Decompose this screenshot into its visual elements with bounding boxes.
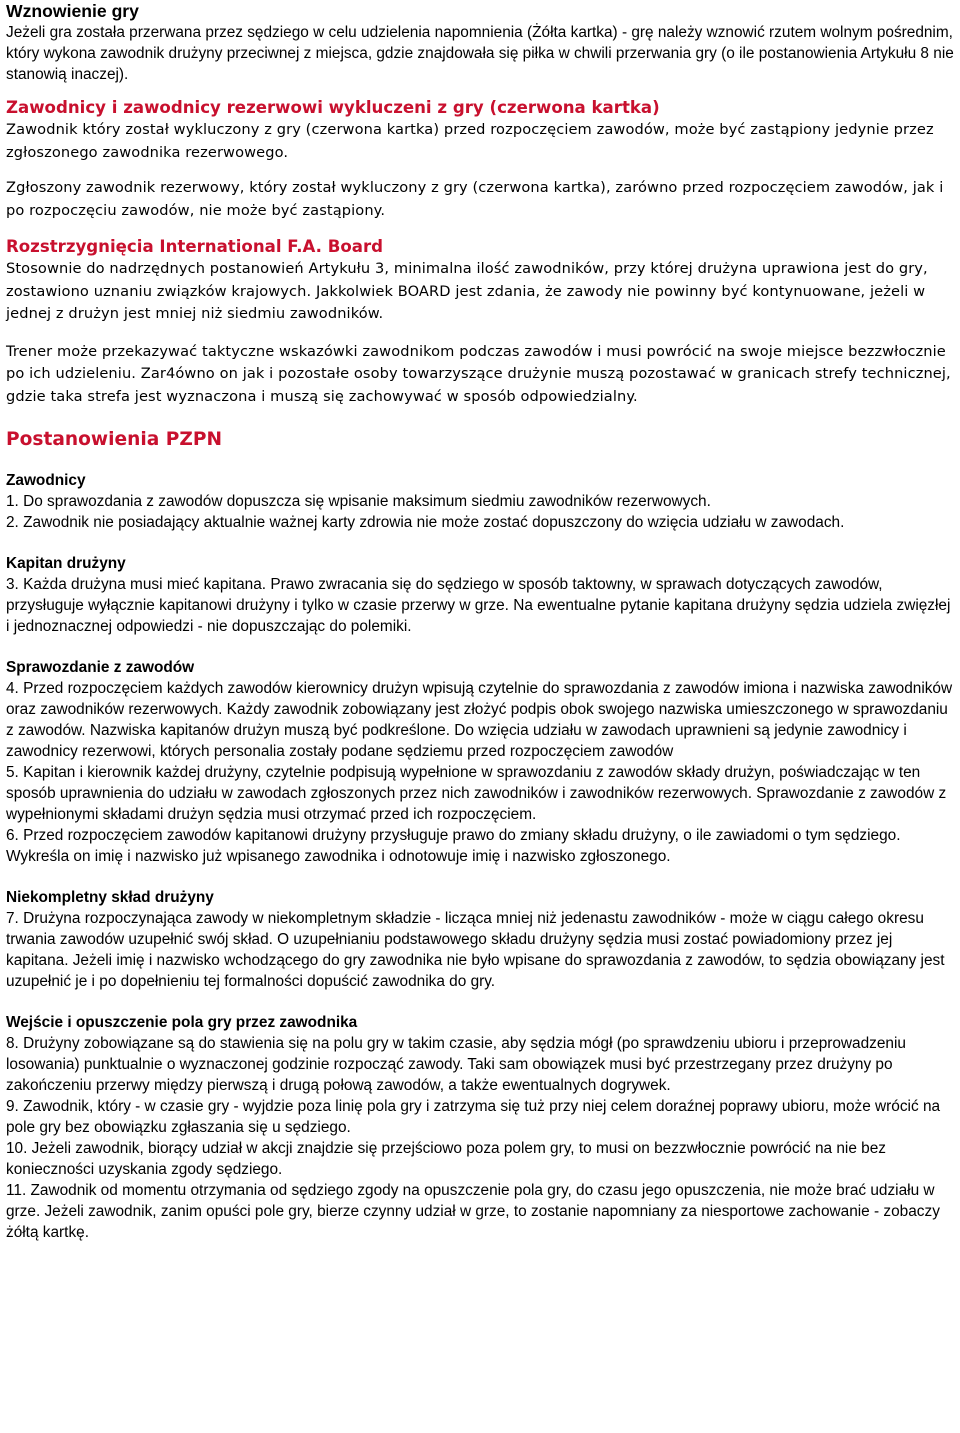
paragraph-board-1: Stosownie do nadrzędnych postanowień Artykułu 3, minimalna ilość zawodników, przy której drużyna uprawiona jest do gry, zostawiono uznaniu związków krajowych. Jakkolwiek BOARD jest zdania, że zawody nie powinny być kontynuowane, jeżeli w jednej z drużyn jest mniej niż siedmiu zawodników.	[6, 260, 928, 322]
paragraph-czerwona-1: Zawodnik który został wykluczony z gry (czerwona kartka) przed rozpoczęciem zawodów, może być zastąpiony jedynie przez zgłoszonego zawodnika rezerwowego.	[6, 121, 934, 161]
list-item: 3. Każda drużyna musi mieć kapitana. Prawo zwracania się do sędziego w sposób taktowny, w sprawach dotyczących zawodów, przysługuje wyłącznie kapitanowi drużyny i tylko w czasie przerwy w grze. Na ewentualne pytanie kapitana drużyny sędzia udziela zwięzłej i jednoznacznej odpowiedzi - nie dopuszczając do polemiki.	[6, 576, 951, 635]
subsection-title: Sprawozdanie z zawodów	[6, 659, 195, 676]
list-item: 6. Przed rozpoczęciem zawodów kapitanowi drużyny przysługuje prawo do zmiany składu drużyny, o ile zawiadomi o tym sędziego. Wykreśla on imię i nazwisko już wpisanego zawodnika i odnotowuje imię i nazwisko zgłoszonego.	[6, 827, 901, 865]
list-item: 11. Zawodnik od momentu otrzymania od sędziego zgody na opuszczenie pola gry, do czasu jego opuszczenia, nie może brać udziału w grze. Jeżeli zawodnik, zanim opuści pole gry, bierze czynny udział w grze, to zostanie napomniany za niesportowe zachowanie - zobaczy żółtą kartkę.	[6, 1182, 940, 1241]
list-item: 1. Do sprawozdania z zawodów dopuszcza się wpisanie maksimum siedmiu zawodników rezerwowych.	[6, 493, 711, 510]
section-title-czerwona: Zawodnicy i zawodnicy rezerwowi wykluczeni z gry (czerwona kartka)	[6, 98, 660, 117]
pzpn-section-niekompletny	[6, 887, 956, 992]
pzpn-section-zawodnicy	[6, 470, 956, 533]
list-item: 5. Kapitan i kierownik każdej drużyny, czytelnie podpisują wypełnione w sprawozdaniu z zawodów składy drużyn, poświadczając w ten sposób uprawnienia do udziału w zawodach zgłoszonych przez nich zawodników i zawodników rezerwowych. Sprawozdanie z zawodów z wypełnionymi składami drużyn sędzia musi otrzymać przed ich rozpoczęciem.	[6, 764, 947, 823]
document-page	[6, 0, 956, 1243]
pzpn-section-wejscie	[6, 1012, 956, 1243]
paragraph-wznowienie: Jeżeli gra została przerwana przez sędziego w celu udzielenia napomnienia (Żółta kartka) - grę należy wznowić rzutem wolnym pośrednim, który wykona zawodnik drużyny przeciwnej z miejsca, gdzie znajdowała się piłka w chwili przerwania gry (o ile postanowienia Artykułu 8 nie stanowią inaczej).	[6, 24, 954, 83]
subsection-title: Niekompletny skład drużyny	[6, 889, 214, 906]
list-item: 4. Przed rozpoczęciem każdych zawodów kierownicy drużyn wpisują czytelnie do sprawozdania z zawodów imiona i nazwiska zawodników oraz zawodników rezerwowych. Każdy zawodnik zobowiązany jest złożyć podpis obok swojego nazwiska umieszczonego w sprawozdaniu z zawodów. Nazwiska kapitanów drużyn muszą być podkreślone. Do wzięcia udziału w zawodach uprawnieni są jedynie zawodnicy i zawodnicy rezerwowi, których personalia zostały podane sędziemu przed rozpoczęciem zawodów	[6, 680, 953, 760]
list-item: 7. Drużyna rozpoczynająca zawody w niekompletnym składzie - licząca mniej niż jedenastu zawodników - może w ciągu całego okresu trwania zawodów uzupełnić swój skład. O uzupełnianiu podstawowego składu drużyny sędzia musi zostać powiadomiony przez jej kapitana. Jeżeli imię i nazwisko wchodzącego do gry zawodnika nie było wpisane do sprawozdania z zawodów, to sędzia obowiązany jest uzupełnić je i po dopełnieniu tej formalności dopuścić zawodnika do gry.	[6, 910, 945, 990]
list-item: 8. Drużyny zobowiązane są do stawienia się na polu gry w takim czasie, aby sędzia mógł (po sprawdzeniu ubioru i przeprowadzeniu losowania) punktualnie o wyznaczonej godzinie rozpocząć zawody. Taki sam obowiązek musi być przestrzegany przez drużyny po zakończeniu przerwy między pierwszą i drugą połową zawodów, a także ewentualnych dogrywek.	[6, 1035, 906, 1094]
paragraph-board-2: Trener może przekazywać taktyczne wskazówki zawodnikom podczas zawodów i musi powrócić na swoje miejsce bezzwłocznie po ich udzieleniu. Zar4ówno on jak i pozostałe osoby towarzyszące drużynie muszą pozostawać w granicach strefy technicznej, gdzie taka strefa jest wyznaczona i muszą się zachowywać w sposób odpowiedzialny.	[6, 342, 951, 405]
section-title-wznowienie: Wznowienie gry	[6, 1, 139, 21]
subsection-title: Kapitan drużyny	[6, 555, 126, 572]
section-title-pzpn: Postanowienia PZPN	[6, 429, 223, 450]
list-item: 9. Zawodnik, który - w czasie gry - wyjdzie poza linię pola gry i zatrzyma się tuż przy niej celem doraźnej poprawy ubioru, może wrócić na pole gry bez obowiązku zgłaszania się u sędziego.	[6, 1098, 941, 1136]
paragraph-czerwona-2: Zgłoszony zawodnik rezerwowy, który został wykluczony z gry (czerwona kartka), zarówno przed rozpoczęciem zawodów, jak i po rozpoczęciu zawodów, nie może być zastąpiony.	[6, 179, 944, 219]
list-item: 2. Zawodnik nie posiadający aktualnie ważnej karty zdrowia nie może zostać dopuszczony do wzięcia udziału w zawodach.	[6, 514, 845, 531]
pzpn-section-sprawozdanie	[6, 657, 956, 867]
section-title-board: Rozstrzygnięcia International F.A. Board	[6, 237, 384, 256]
subsection-title: Wejście i opuszczenie pola gry przez zawodnika	[6, 1014, 358, 1031]
list-item: 10. Jeżeli zawodnik, biorący udział w akcji znajdzie się przejściowo poza polem gry, to musi on bezzwłocznie powrócić na nie bez konieczności uzyskania zgody sędziego.	[6, 1140, 886, 1178]
subsection-title: Zawodnicy	[6, 472, 86, 489]
pzpn-section-kapitan	[6, 553, 956, 637]
